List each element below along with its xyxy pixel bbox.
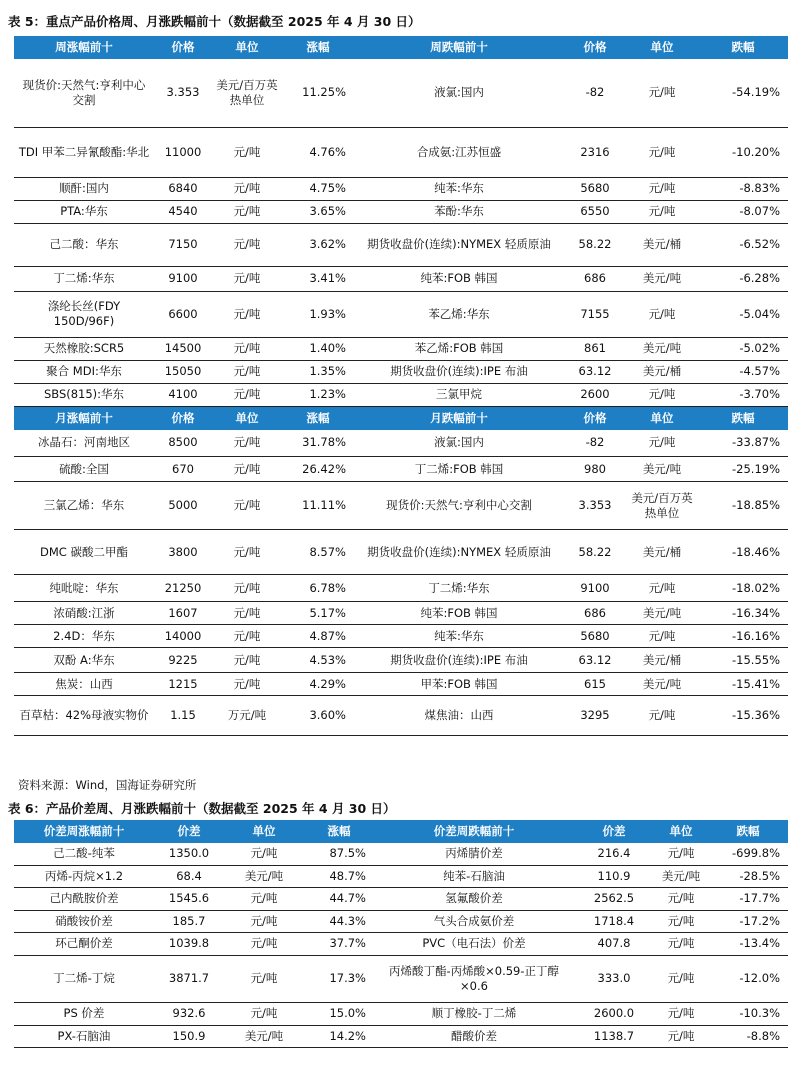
table-row [14,955,788,1002]
column-header: 跌幅 [708,820,788,843]
table-cell: -8.83% [698,177,788,200]
table-row [14,360,788,383]
table-cell: 26.42% [282,457,354,482]
table-cell: 2.4D：华东 [14,625,154,648]
table-cell: -15.36% [698,696,788,736]
table-row [14,932,788,955]
table-cell: -8.07% [698,200,788,223]
table-cell: 407.8 [574,932,654,955]
table-cell: 苯酚:华东 [354,200,564,223]
table-row [14,291,788,337]
table-cell: 元/吨 [626,383,698,406]
table-cell: 百草枯：42%母液实物价 [14,696,154,736]
table-row [14,530,788,575]
table-cell: -13.4% [708,932,788,955]
column-header: 价差 [154,820,224,843]
table-cell: -18.02% [698,575,788,602]
table-row [14,602,788,625]
table-cell: -28.5% [708,865,788,887]
table-cell: 丁二烯:华东 [14,266,154,291]
table-cell: 美元/吨 [626,602,698,625]
table-cell: 己内酰胺价差 [14,887,154,910]
table-row [14,177,788,200]
table-cell: 双酚 A:华东 [14,648,154,673]
column-header: 单位 [654,820,708,843]
table-row [14,383,788,406]
table-cell: 44.3% [304,910,374,932]
table-cell: 2316 [564,127,626,177]
source-note: 资料来源：Wind，国海证券研究所 [18,778,197,792]
table-cell: 氢氟酸价差 [374,887,574,910]
table-cell: 元/吨 [626,291,698,337]
table-cell: -12.0% [708,955,788,1002]
table-cell: 861 [564,337,626,360]
table-cell: PS 价差 [14,1002,154,1025]
table-cell: 2600 [564,383,626,406]
table-cell: 元/吨 [212,648,282,673]
table-cell: 1545.6 [154,887,224,910]
table-cell: 15.0% [304,1002,374,1025]
table-cell: 环己酮价差 [14,932,154,955]
table-cell: 硝酸铵价差 [14,910,154,932]
table-cell: 5680 [564,177,626,200]
table-cell: -54.19% [698,59,788,127]
table-cell: -17.7% [708,887,788,910]
table-cell: 37.7% [304,932,374,955]
table-cell: -17.2% [708,910,788,932]
table-cell: 煤焦油：山西 [354,696,564,736]
column-header: 价差 [574,820,654,843]
table-cell: 1607 [154,602,212,625]
column-header: 跌幅 [698,406,788,430]
table-cell: -699.8% [708,843,788,865]
table-cell: 3.65% [282,200,354,223]
table-cell: 4.29% [282,673,354,696]
table-cell: 21250 [154,575,212,602]
table-cell: 11.25% [282,59,354,127]
table-cell: DMC 碳酸二甲酯 [14,530,154,575]
column-header: 涨幅 [282,406,354,430]
table-cell: 焦炭：山西 [14,673,154,696]
table-row [14,1002,788,1025]
table-cell: 68.4 [154,865,224,887]
table-cell: 15050 [154,360,212,383]
table-cell: 纯苯:华东 [354,177,564,200]
table-cell: -15.55% [698,648,788,673]
table-cell: -18.85% [698,482,788,530]
table-cell: 美元/吨 [224,1025,304,1047]
table-cell: 元/吨 [626,696,698,736]
table-cell: -3.70% [698,383,788,406]
table-cell: 元/吨 [224,887,304,910]
table-row [14,696,788,736]
table-cell: -6.52% [698,223,788,266]
table-cell: 元/吨 [212,575,282,602]
table-cell: 合成氨:江苏恒盛 [354,127,564,177]
table-cell: 美元/吨 [626,337,698,360]
table-cell: -82 [564,59,626,127]
table-row [14,575,788,602]
column-header: 单位 [224,820,304,843]
table-cell: 美元/桶 [626,648,698,673]
table-cell: 3.60% [282,696,354,736]
table-cell: 浓硝酸:江浙 [14,602,154,625]
table-cell: 4.75% [282,177,354,200]
table-cell: 丁二烯-丁烷 [14,955,154,1002]
table-cell: 6840 [154,177,212,200]
table-cell: 元/吨 [626,200,698,223]
table-cell: 元/吨 [654,843,708,865]
table-cell: -5.02% [698,337,788,360]
table-cell: 2600.0 [574,1002,654,1025]
table-cell: 元/吨 [212,223,282,266]
table6-caption: 表 6：产品价差周、月涨跌幅前十（数据截至 2025 年 4 月 30 日） [8,801,396,816]
table-cell: 硫酸:全国 [14,457,154,482]
table-cell: 11.11% [282,482,354,530]
table-cell: 31.78% [282,430,354,457]
table-cell: 3871.7 [154,955,224,1002]
price-change-table [14,36,788,736]
table-cell: 元/吨 [224,843,304,865]
table-cell: 美元/吨 [654,865,708,887]
table-cell: -15.41% [698,673,788,696]
table-cell: 丙烯-丙烷×1.2 [14,865,154,887]
table-cell: 元/吨 [212,360,282,383]
table-cell: -8.8% [708,1025,788,1047]
table-row [14,648,788,673]
table-cell: -10.3% [708,1002,788,1025]
table-cell: 元/吨 [212,482,282,530]
header-row [14,820,788,843]
table-row [14,457,788,482]
table-cell: 元/吨 [626,575,698,602]
table-cell: 3295 [564,696,626,736]
table-cell: 期货收盘价(连续):NYMEX 轻质原油 [354,530,564,575]
table-cell: 14500 [154,337,212,360]
table-cell: 1.23% [282,383,354,406]
table-cell: 3.62% [282,223,354,266]
table-cell: 3.353 [564,482,626,530]
table-cell: 元/吨 [212,430,282,457]
table-cell: 686 [564,266,626,291]
table-cell: 48.7% [304,865,374,887]
table-cell: 元/吨 [654,1002,708,1025]
table-cell: 元/吨 [212,337,282,360]
table-cell: 元/吨 [224,955,304,1002]
table-cell: 1.35% [282,360,354,383]
table-cell: PTA:华东 [14,200,154,223]
table-cell: 1039.8 [154,932,224,955]
table-row [14,266,788,291]
table-cell: 4.53% [282,648,354,673]
table-cell: 液氯:国内 [354,430,564,457]
column-header: 价格 [154,36,212,59]
table-cell: 苯乙烯:FOB 韩国 [354,337,564,360]
table-cell: 元/吨 [654,887,708,910]
table-cell: 三氯甲烷 [354,383,564,406]
table-cell: 5.17% [282,602,354,625]
table-cell: 己二酸：华东 [14,223,154,266]
table-cell: 冰晶石：河南地区 [14,430,154,457]
table-cell: 17.3% [304,955,374,1002]
table-cell: 4100 [154,383,212,406]
table-cell: -4.57% [698,360,788,383]
table-cell: -18.46% [698,530,788,575]
table-cell: 8500 [154,430,212,457]
table-cell: 涤纶长丝(FDY 150D/96F) [14,291,154,337]
table-cell: 686 [564,602,626,625]
table-cell: 元/吨 [212,291,282,337]
table-cell: 1.15 [154,696,212,736]
table-cell: 8.57% [282,530,354,575]
table-cell: 元/吨 [654,910,708,932]
column-header: 跌幅 [698,36,788,59]
table-cell: 元/吨 [212,457,282,482]
table-cell: 天然橡胶:SCR5 [14,337,154,360]
table-cell: 顺酐:国内 [14,177,154,200]
table-cell: 苯乙烯:华东 [354,291,564,337]
table-cell: 9225 [154,648,212,673]
table-cell: 美元/吨 [626,457,698,482]
table-cell: 纯苯:华东 [354,625,564,648]
table-cell: 5680 [564,625,626,648]
table-cell: 63.12 [564,360,626,383]
header-row [14,406,788,430]
table-row [14,59,788,127]
table-cell: 元/吨 [654,932,708,955]
table-cell: -10.20% [698,127,788,177]
table-cell: 元/吨 [212,673,282,696]
column-header: 价格 [154,406,212,430]
table-cell: 己二酸-纯苯 [14,843,154,865]
table-cell: 纯吡啶：华东 [14,575,154,602]
table-cell: 333.0 [574,955,654,1002]
table-cell: 1.93% [282,291,354,337]
table-cell: 三氯乙烯：华东 [14,482,154,530]
table-cell: 4.76% [282,127,354,177]
table-cell: 元/吨 [212,383,282,406]
column-header: 周跌幅前十 [354,36,564,59]
table-cell: 元/吨 [626,625,698,648]
table-cell: 6550 [564,200,626,223]
table-cell: -5.04% [698,291,788,337]
table-cell: 元/吨 [654,1025,708,1047]
table-row [14,430,788,457]
table-cell: -82 [564,430,626,457]
table-cell: 美元/桶 [626,360,698,383]
table-cell: 1350.0 [154,843,224,865]
table-row [14,127,788,177]
table-cell: 58.22 [564,530,626,575]
table-row [14,673,788,696]
table-cell: 932.6 [154,1002,224,1025]
table-cell: PVC（电石法）价差 [374,932,574,955]
table5-caption: 表 5：重点产品价格周、月涨跌幅前十（数据截至 2025 年 4 月 30 日） [8,14,421,29]
table-cell: 1138.7 [574,1025,654,1047]
table-cell: 2562.5 [574,887,654,910]
table-cell: 9100 [564,575,626,602]
table-cell: 58.22 [564,223,626,266]
table-cell: 11000 [154,127,212,177]
column-header: 价格 [564,406,626,430]
table-cell: 670 [154,457,212,482]
table-cell: 纯苯:FOB 韩国 [354,266,564,291]
column-header: 单位 [212,36,282,59]
table-cell: 615 [564,673,626,696]
column-header: 单位 [626,406,698,430]
table-cell: 元/吨 [626,59,698,127]
table-cell: 美元/百万英热单位 [212,59,282,127]
table-cell: 185.7 [154,910,224,932]
table-cell: 9100 [154,266,212,291]
table-cell: 丙烯酸丁酯-丙烯酸×0.59-正丁醇×0.6 [374,955,574,1002]
column-header: 月涨幅前十 [14,406,154,430]
table-cell: 6600 [154,291,212,337]
table-cell: 7155 [564,291,626,337]
column-header: 价差周跌幅前十 [374,820,574,843]
table-row [14,887,788,910]
table-cell: 87.5% [304,843,374,865]
table-cell: 元/吨 [224,932,304,955]
table-cell: 63.12 [564,648,626,673]
column-header: 月跌幅前十 [354,406,564,430]
table-cell: 现货价:天然气:亨利中心交割 [14,59,154,127]
table-cell: 现货价:天然气:亨利中心交割 [354,482,564,530]
table-cell: 14000 [154,625,212,648]
table-cell: 期货收盘价(连续):NYMEX 轻质原油 [354,223,564,266]
column-header: 涨幅 [282,36,354,59]
table-cell: 3800 [154,530,212,575]
table-cell: 美元/桶 [626,530,698,575]
table-cell: 期货收盘价(连续):IPE 布油 [354,648,564,673]
table-cell: 3.41% [282,266,354,291]
table-cell: 110.9 [574,865,654,887]
table-cell: 6.78% [282,575,354,602]
table-cell: 顺丁橡胶-丁二烯 [374,1002,574,1025]
table-row [14,482,788,530]
column-header: 周涨幅前十 [14,36,154,59]
table-cell: 1.40% [282,337,354,360]
table-cell: 5000 [154,482,212,530]
table-cell: 元/吨 [212,602,282,625]
table-cell: 美元/百万英热单位 [626,482,698,530]
table-cell: -16.16% [698,625,788,648]
table-row [14,337,788,360]
table-cell: 150.9 [154,1025,224,1047]
table-cell: 丙烯腈价差 [374,843,574,865]
table-cell: 元/吨 [626,430,698,457]
table-cell: 元/吨 [626,127,698,177]
column-header: 单位 [212,406,282,430]
table-row [14,200,788,223]
table-cell: 元/吨 [212,200,282,223]
table-cell: 纯苯-石脑油 [374,865,574,887]
table-cell: 聚合 MDI:华东 [14,360,154,383]
table-cell: 4.87% [282,625,354,648]
table-cell: 美元/吨 [626,266,698,291]
table-cell: 4540 [154,200,212,223]
table-cell: 3.353 [154,59,212,127]
table-cell: 甲苯:FOB 韩国 [354,673,564,696]
table-cell: 醋酸价差 [374,1025,574,1047]
header-row [14,36,788,59]
table-cell: 元/吨 [654,955,708,1002]
table-row [14,1025,788,1047]
table-cell: 纯苯:FOB 韩国 [354,602,564,625]
table-cell: PX-石脑油 [14,1025,154,1047]
table-cell: 万元/吨 [212,696,282,736]
spread-change-table [14,820,788,1048]
table-cell: 元/吨 [212,530,282,575]
table-cell: 气头合成氨价差 [374,910,574,932]
table-cell: 元/吨 [224,910,304,932]
table-cell: -6.28% [698,266,788,291]
column-header: 涨幅 [304,820,374,843]
table-cell: 元/吨 [212,625,282,648]
column-header: 价格 [564,36,626,59]
column-header: 价差周涨幅前十 [14,820,154,843]
table-cell: 液氯:国内 [354,59,564,127]
table-cell: 1215 [154,673,212,696]
table-cell: 44.7% [304,887,374,910]
table-cell: 美元/桶 [626,223,698,266]
table-cell: -25.19% [698,457,788,482]
table-cell: 期货收盘价(连续):IPE 布油 [354,360,564,383]
table-row [14,223,788,266]
table-row [14,625,788,648]
column-header: 单位 [626,36,698,59]
table-cell: SBS(815):华东 [14,383,154,406]
table-cell: -16.34% [698,602,788,625]
table-row [14,865,788,887]
table-cell: -33.87% [698,430,788,457]
table-cell: 美元/吨 [224,865,304,887]
table-cell: TDI 甲苯二异氰酸酯:华北 [14,127,154,177]
table-row [14,843,788,865]
table-cell: 14.2% [304,1025,374,1047]
table-cell: 980 [564,457,626,482]
table-cell: 7150 [154,223,212,266]
table-cell: 丁二烯:FOB 韩国 [354,457,564,482]
table-cell: 1718.4 [574,910,654,932]
table-cell: 元/吨 [212,266,282,291]
table-row [14,910,788,932]
table-cell: 216.4 [574,843,654,865]
table-cell: 元/吨 [212,127,282,177]
table-cell: 美元/吨 [626,673,698,696]
table-cell: 元/吨 [212,177,282,200]
table-cell: 元/吨 [626,177,698,200]
table-cell: 元/吨 [224,1002,304,1025]
table-cell: 丁二烯:华东 [354,575,564,602]
